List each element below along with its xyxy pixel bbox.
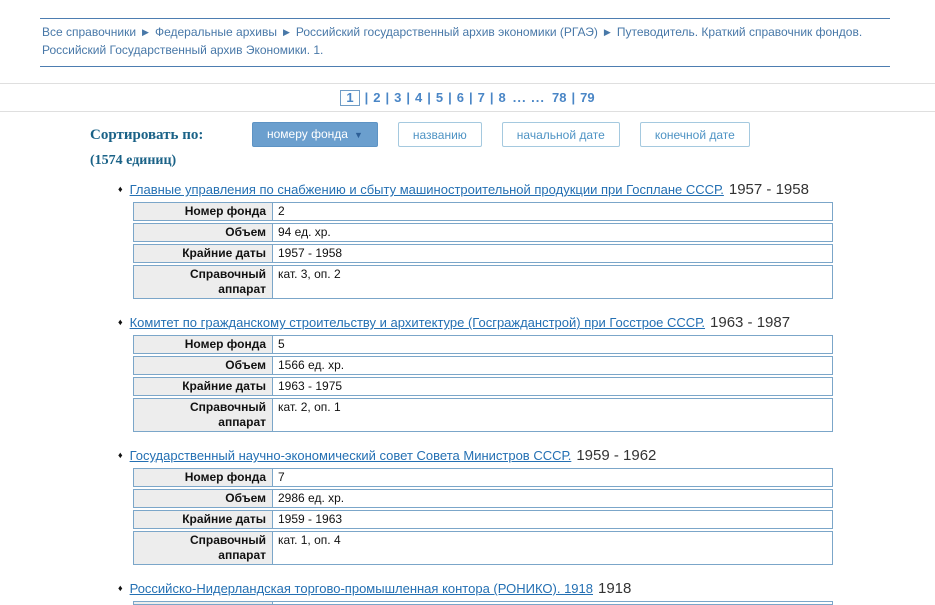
fund-entry — [118, 313, 935, 432]
table-row — [133, 489, 833, 508]
fund-title-link[interactable]: Государственный научно-экономический совет Совета Министров СССР. — [129, 448, 572, 463]
results-count: (1574 единиц) — [90, 153, 177, 168]
table-row — [133, 244, 833, 263]
fund-title-link[interactable]: Российско-Нидерландская торгово-промышленная контора (РОНИКО). 1918 — [129, 581, 593, 596]
pagination-separator: | — [489, 90, 494, 105]
table-row — [133, 202, 833, 221]
fund-table — [133, 468, 833, 565]
breadcrumb-item-guide[interactable]: Путеводитель. Краткий справочник фондов. Российский Государственный архив Экономики. 1. — [42, 25, 863, 57]
row-value: 2986 ед. хр. — [278, 491, 345, 505]
bullet-diamond-icon: ♦ — [118, 583, 123, 593]
pagination-separator: | — [468, 90, 473, 105]
row-label: Крайние даты — [134, 245, 273, 262]
pagination-separator: | — [385, 90, 390, 105]
fund-dates: 1957 - 1958 — [728, 181, 809, 198]
table-row — [133, 265, 833, 299]
row-label: Справочный аппарат — [134, 532, 273, 564]
breadcrumb-bottom-rule — [40, 66, 890, 67]
row-value — [273, 602, 832, 604]
row-label: Крайние даты — [134, 378, 273, 395]
row-label: Крайние даты — [134, 511, 273, 528]
pagination-ellipsis: ... ... — [512, 90, 546, 105]
bullet-diamond-icon: ♦ — [118, 450, 123, 460]
breadcrumb-arrow-icon: ▶ — [282, 27, 290, 37]
pagination-page-link[interactable]: 3 — [394, 90, 402, 105]
row-label: Справочный аппарат — [134, 399, 273, 431]
chevron-down-icon: ▼ — [353, 130, 363, 140]
pagination-page-link[interactable]: 5 — [435, 90, 444, 105]
pagination-page-link[interactable]: 79 — [580, 90, 595, 105]
sort-button-fund-number[interactable] — [252, 122, 378, 147]
pagination-page-link[interactable]: 8 — [498, 90, 506, 105]
row-value: 7 — [278, 470, 285, 484]
table-row — [133, 356, 833, 375]
fund-list — [118, 180, 935, 605]
row-value: 2 — [278, 204, 285, 218]
pagination-separator: | — [427, 90, 431, 105]
table-row — [133, 510, 833, 529]
row-label: Объем — [134, 490, 273, 507]
sort-controls — [90, 122, 935, 147]
row-label: Объем — [134, 224, 273, 241]
row-label: Объем — [134, 357, 273, 374]
fund-dates: 1918 — [598, 580, 632, 597]
row-value: кат. 3, оп. 2 — [278, 267, 341, 281]
row-value: 94 ед. хр. — [278, 225, 331, 239]
breadcrumb-item-federal-archives[interactable]: Федеральные архивы — [154, 25, 277, 39]
sort-buttons — [252, 122, 750, 147]
fund-entry — [118, 446, 935, 565]
pagination-separator: | — [406, 90, 410, 105]
pagination-separator: | — [448, 90, 452, 105]
fund-title-link[interactable]: Главные управления по снабжению и сбыту машиностроительной продукции при Госплане СССР. — [129, 182, 724, 197]
table-row — [133, 223, 833, 242]
fund-table — [133, 601, 833, 605]
fund-entry — [118, 579, 935, 605]
bullet-diamond-icon: ♦ — [118, 184, 123, 194]
sort-button-start-date[interactable]: начальной дате — [502, 122, 620, 147]
pagination-page-link[interactable]: 4 — [415, 90, 423, 105]
fund-dates: 1963 - 1987 — [710, 314, 791, 331]
row-value: 1963 - 1975 — [278, 379, 343, 393]
row-value: кат. 2, оп. 1 — [278, 400, 341, 414]
row-value: 1957 - 1958 — [278, 246, 343, 260]
sort-button-label: номеру фонда — [267, 127, 348, 141]
fund-entry-head — [118, 446, 935, 465]
fund-entry-head — [118, 579, 935, 598]
breadcrumb-arrow-icon: ▶ — [603, 27, 611, 37]
bullet-diamond-icon: ♦ — [118, 317, 123, 327]
pagination-page-link[interactable]: 78 — [552, 90, 567, 105]
sort-button-end-date[interactable]: конечной дате — [640, 122, 750, 147]
fund-dates: 1959 - 1962 — [576, 447, 657, 464]
pagination — [0, 84, 935, 112]
pagination-page-link[interactable]: 2 — [373, 90, 381, 105]
row-label: Номер фонда — [134, 203, 273, 220]
fund-title-link[interactable]: Комитет по гражданскому строительству и архитектуре (Госгражданстрой) при Госстрое СССР. — [129, 315, 706, 330]
breadcrumb — [40, 19, 890, 66]
sort-button-title[interactable]: названию — [398, 122, 482, 147]
pagination-page-link[interactable]: 6 — [456, 90, 464, 105]
table-row — [133, 468, 833, 487]
fund-entry — [118, 180, 935, 299]
table-row — [133, 335, 833, 354]
fund-table — [133, 335, 833, 432]
row-label: Номер фонда — [134, 336, 273, 353]
breadcrumb-arrow-icon: ▶ — [142, 27, 149, 37]
breadcrumb-item-all-guides[interactable]: Все справочники — [42, 25, 137, 39]
table-row — [133, 398, 833, 432]
fund-entry-head — [118, 313, 935, 332]
table-row — [133, 377, 833, 396]
table-row — [133, 601, 833, 605]
row-value: 1566 ед. хр. — [278, 358, 345, 372]
sort-label: Сортировать по: — [90, 127, 204, 143]
pagination-current-page: 1 — [340, 90, 359, 106]
fund-entry-head — [118, 180, 935, 199]
row-value: 1959 - 1963 — [278, 512, 343, 526]
row-label: Справочный аппарат — [134, 266, 273, 298]
row-label: Номер фонда — [134, 469, 273, 486]
row-value: 5 — [278, 337, 285, 351]
pagination-separator: | — [364, 90, 369, 105]
row-value: кат. 1, оп. 4 — [278, 533, 341, 547]
row-label — [134, 602, 273, 604]
pagination-separator: | — [571, 90, 576, 105]
breadcrumb-item-rgae[interactable]: Российский государственный архив экономики (РГАЭ) — [295, 25, 598, 39]
fund-table — [133, 202, 833, 299]
table-row — [133, 531, 833, 565]
pagination-page-link[interactable]: 7 — [477, 90, 485, 105]
